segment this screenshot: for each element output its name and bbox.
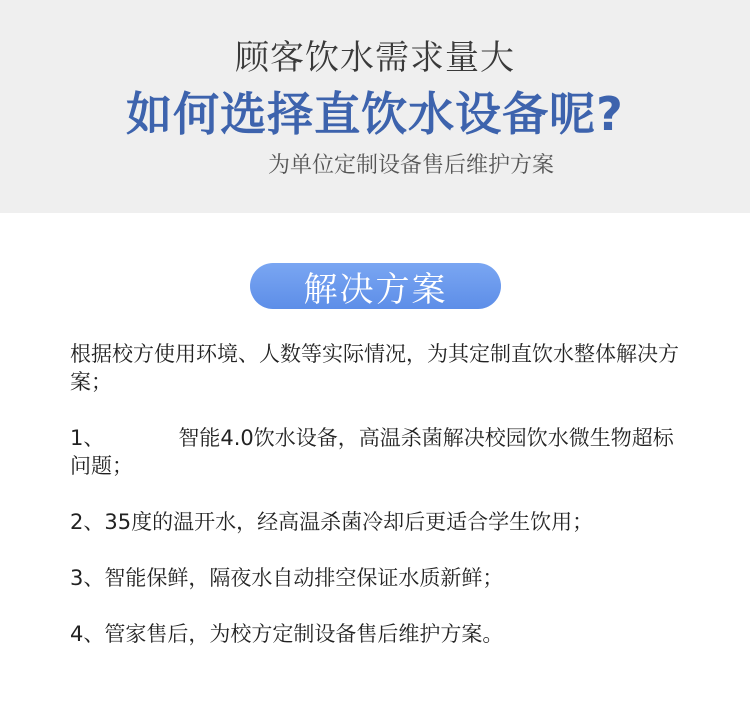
solution-heading-pill [250,263,501,309]
list-item-2 [70,508,690,536]
list-item-3 [70,564,690,592]
intro-paragraph: 根据校方使用环境、人数等实际情况，为其定制直饮水整体解决方案； [70,342,679,394]
tagline-blank-space [196,155,268,177]
solution-heading-label: 解决方案 [303,269,448,310]
list-item-4-text: 4、管家售后，为校方定制设备售后维护方案。 [70,622,504,646]
list-item-1-prefix: 1、 [70,426,105,450]
solution-content [70,340,690,676]
hero-tagline [0,150,750,182]
hero-title: 如何选择直饮水设备呢? [126,87,624,141]
list-item-3-text: 3、智能保鲜，隔夜水自动排空保证水质新鲜； [70,566,504,590]
list-item-1-text: 智能4.0饮水设备，高温杀菌解决校园饮水微生物超标问题； [70,426,674,478]
hero-tagline-text: 为单位定制设备售后维护方案 [267,153,554,178]
hero-subtitle: 顾客饮水需求量大 [235,38,515,78]
hero-banner [0,0,750,213]
list-item-2-text: 2、35度的温开水，经高温杀菌冷却后更适合学生饮用； [70,510,594,534]
list-item-4 [70,620,690,648]
list-item-1 [70,424,690,480]
